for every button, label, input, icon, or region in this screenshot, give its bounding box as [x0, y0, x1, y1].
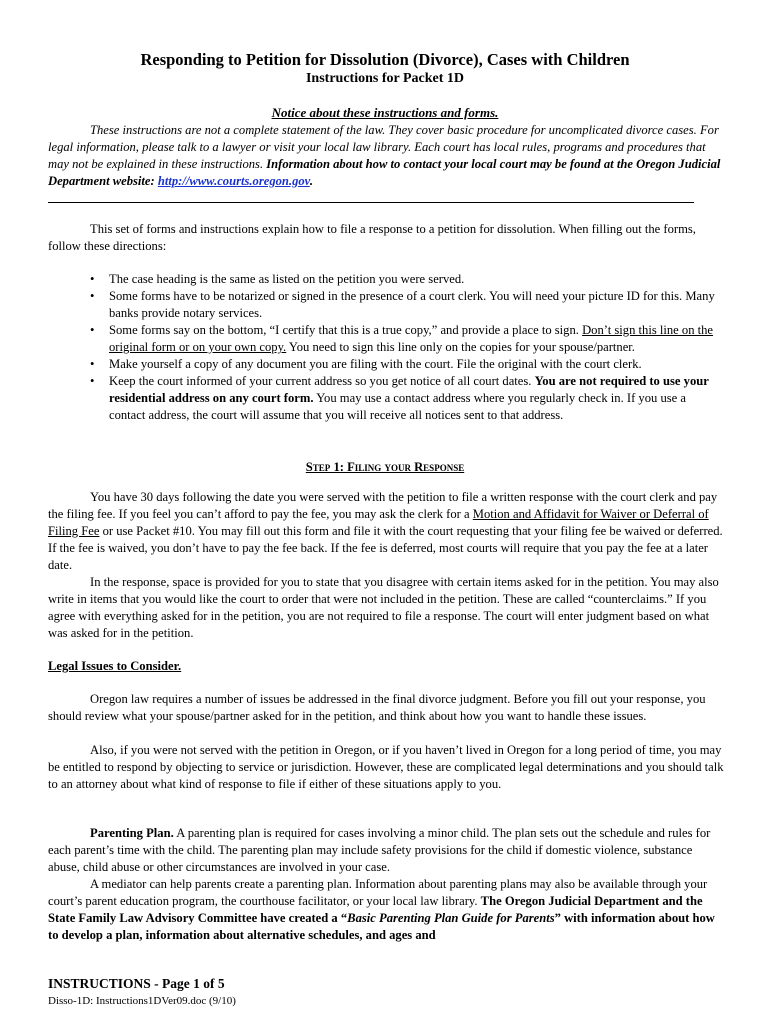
list-item: • Keep the court informed of your current address so you get notice of all court dates. You are not required to use your residential address on any court form. You may use a contact address where you regularly check in. If you use a contact address, the court will assume that you will receive all notices sent to that address. [90, 374, 709, 422]
intro-paragraph: This set of forms and instructions explain how to file a response to a petition for dissolution. When filling out the forms, follow these directions: [48, 222, 696, 253]
directions-list [48, 271, 724, 424]
bullet-icon: • [90, 323, 95, 337]
notice-bold-text: Information about how to contact your local court may be found at the Oregon Judicial Department website: [48, 157, 721, 188]
step-1-paragraph-1: You have 30 days following the date you were served with the petition to file a written response with the court clerk and pay the filing fee. If you feel you can’t afford to pay the fee, you may ask the clerk for a Motion and Affidavit for Waiver or Deferral of Filing Fee or use Packet #10. You may fill out this form and file it with the court requesting that your filing fee be waived or deferred. If the fee is waived, you don’t have to pay the fee back. If the fee is deferred, most courts will require that you pay the fee at a later date. [48, 490, 723, 572]
document-title: Responding to Petition for Dissolution (Divorce), Cases with Children [140, 50, 630, 69]
parenting-plan-paragraph-2: A mediator can help parents create a parenting plan. Information about parenting plans may also be available through your court’s parent education program, the courthouse facilitator, or your local law library. The Oregon Judicial Department and the State Family Law Advisory Committee have created a “Basic Parenting Plan Guide for Parents” with information about how to develop a plan, information about alternative schedules, and ages and [48, 877, 715, 942]
list-item: • Some forms say on the bottom, “I certify that this is a true copy,” and provide a place to sign. Don’t sign this line on the original form or on your own copy. You need to sign this line only on the copies for your spouse/partner. [90, 323, 714, 354]
notice-end: . [309, 174, 313, 188]
footer-page-number: INSTRUCTIONS - Page 1 of 5 [48, 976, 225, 991]
notice-text: These instructions are not a complete statement of the law. They cover basic procedure for uncomplicated divorce cases. For legal information, please talk to a lawyer or visit your local law library. Each court has local rules, programs and procedures that may not be explained in these instructions. [48, 123, 719, 171]
footer-file-name: Disso-1D: Instructions1DVer09.doc (9/10) [48, 995, 236, 1007]
notice-paragraph [48, 122, 724, 190]
horizontal-rule [48, 202, 694, 203]
step-1-heading: Step 1: Filing your Response [305, 460, 465, 474]
list-item: • Make yourself a copy of any document you are filing with the court. File the original with the court clerk. [90, 357, 642, 371]
bullet-icon: • [90, 374, 95, 388]
bullet-icon: • [90, 289, 95, 303]
notice-heading: Notice about these instructions and forms. [271, 105, 499, 120]
legal-paragraph-2: Also, if you were not served with the petition in Oregon, or if you haven’t lived in Oregon for a long period of time, you may be entitled to respond by objecting to service or jurisdiction. However, these are complicated legal determinations and you should talk to an attorney about what kind of response to file if either of these situations apply to you. [48, 743, 724, 791]
list-item: • The case heading is the same as listed on the petition you were served. [90, 272, 465, 286]
list-item: • Some forms have to be notarized or signed in the presence of a court clerk. You will need your picture ID for this. Many banks provide notary services. [90, 289, 715, 320]
step-1-paragraph-2: In the response, space is provided for you to state that you disagree with certain items asked for in the petition. You may also write in items that you would like the court to order that were not included in the petition. These are called “counterclaims.” If you agree with everything asked for in the petition, you are not required to file a response. The court will enter judgment based on what was asked for in the petition. [48, 575, 719, 640]
parenting-plan-label: Parenting Plan. [90, 826, 174, 840]
parenting-plan-paragraph-1: Parenting Plan. A parenting plan is required for cases involving a minor child. The plan sets out the schedule and rules for each parent’s time with the child. The parenting plan may include safety provisions for the child if domestic violence, substance abuse, child abuse or other circumstances are involved in your case. [48, 826, 711, 874]
bullet-icon: • [90, 272, 95, 286]
legal-issues-heading: Legal Issues to Consider. [48, 659, 182, 673]
document-subtitle: Instructions for Packet 1D [305, 71, 464, 86]
courts-website-link[interactable]: http://www.courts.oregon.gov [157, 174, 310, 188]
bullet-icon: • [90, 357, 95, 371]
legal-paragraph-1: Oregon law requires a number of issues be addressed in the final divorce judgment. Before you fill out your response, you should review what your spouse/partner asked for in the petition, and think about how you want to handle these issues. [48, 692, 706, 723]
fee-waiver-form-name: Motion and Affidavit for Waiver or Deferral of Filing Fee [48, 507, 709, 538]
